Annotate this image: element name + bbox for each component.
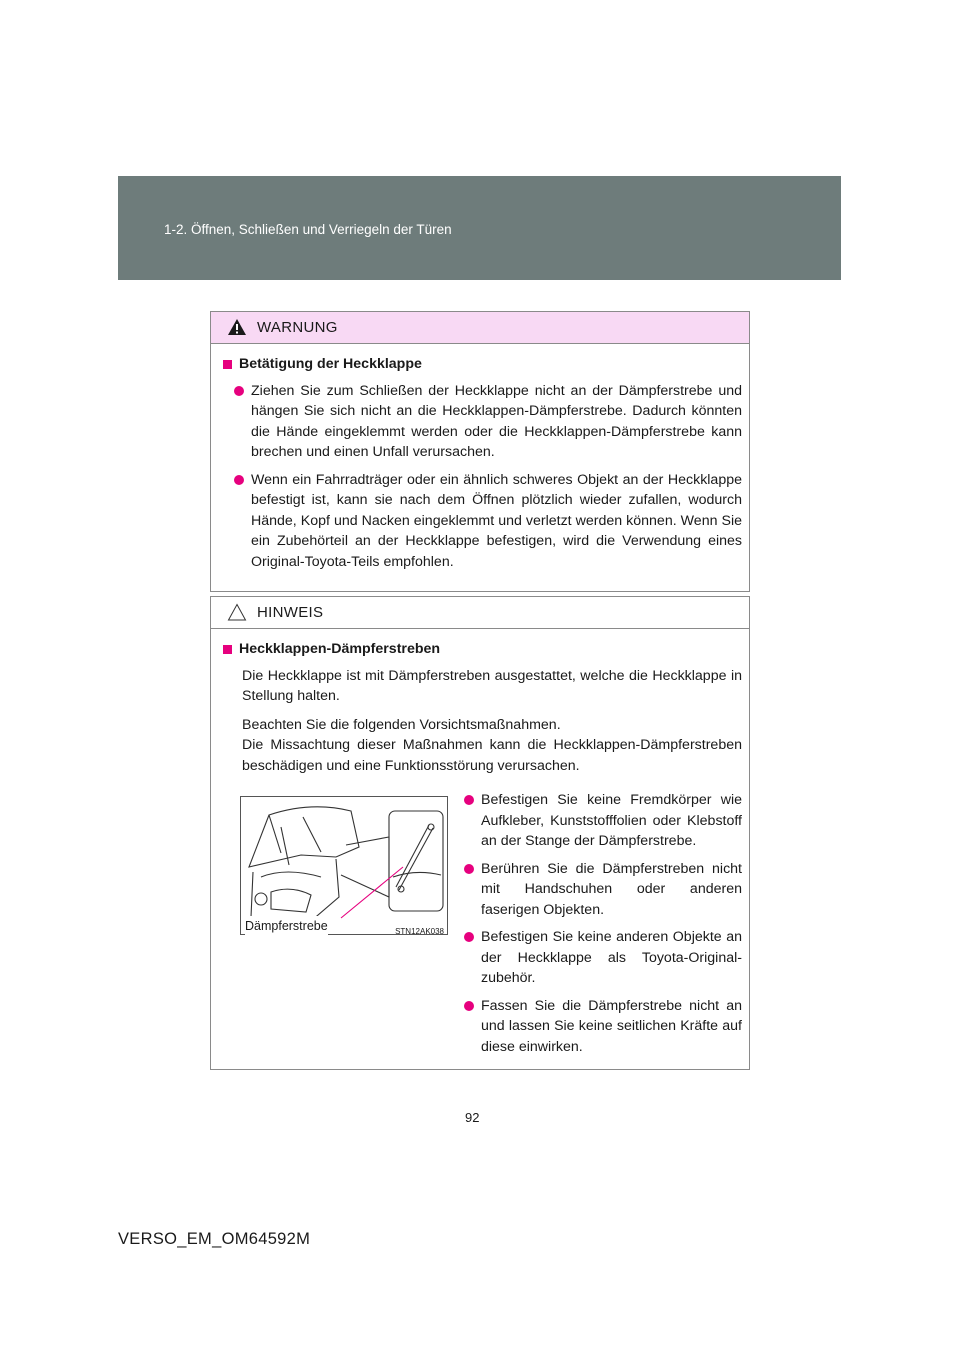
notice-bullet (464, 996, 742, 1058)
circle-bullet-icon (464, 932, 474, 942)
notice-bullet-text: Befestigen Sie keine anderen Objekte an der Heckklappe als Toyota-Original-zubehör. (481, 929, 742, 986)
square-bullet-icon (223, 645, 232, 654)
notice-triangle-icon (227, 603, 247, 621)
notice-bullet-text: Befestigen Sie keine Fremdkörper wie Aufkleber, Kunststofffolien oder Klebstoff an der Stange der Dämpferstrebe. (481, 792, 742, 849)
page-number: 92 (465, 1110, 480, 1125)
notice-title: HINWEIS (257, 604, 324, 621)
warning-bullet-text: Wenn ein Fahrradträger oder ein ähnlich schweres Objekt an der Heckklappe befestigt ist, kann sie nach dem Öffnen plötzlich wieder zufallen, wodurch Hände, Kopf und Nacken eingeklemmt und verletzt werden können. Wenn Sie ein Zubehörteil an der Heckklappe befestigen, wird die Verwendung eines Original-Toyota-Teils empfohlen. (251, 471, 742, 570)
circle-bullet-icon (464, 1001, 474, 1011)
tailgate-strut-drawing (241, 797, 447, 934)
notice-bullet-text: Berühren Sie die Dämpferstreben nicht mit Handschuhen oder anderen faserigen Objekten. (481, 860, 742, 918)
damper-strut-illustration (240, 796, 448, 935)
circle-bullet-icon (464, 795, 474, 805)
notice-header (211, 597, 749, 629)
warning-title: WARNUNG (257, 319, 338, 336)
damper-strut-label: Dämpferstrebe (245, 916, 328, 937)
notice-section-title (223, 639, 742, 660)
square-bullet-icon (223, 360, 232, 369)
notice-section-title-text: Heckklappen-Dämpferstreben (239, 641, 441, 657)
warning-body (211, 344, 749, 591)
notice-box (210, 596, 750, 1070)
warning-section-title (223, 354, 742, 375)
warning-bullet-text: Ziehen Sie zum Schließen der Heckklappe nicht an der Dämpferstrebe und hängen Sie sich nicht an die Heckklappen-Dämpferstrebe. Dadurch könnten die Hände eingeklemmt werden oder die Heckklappen-Dämpferstrebe kann brechen und einen Unfall verursachen. (251, 382, 742, 460)
warning-section-title-text: Betätigung der Heckklappe (239, 356, 422, 372)
notice-paragraph: Die Heckklappe ist mit Dämpferstreben ausgestattet, welche die Heckklappe in Stellung halten. (242, 667, 742, 704)
circle-bullet-icon (234, 386, 244, 396)
notice-bullet-list (464, 790, 742, 1057)
warning-header (211, 312, 749, 344)
notice-precautions-warning: Die Missachtung dieser Maßnahmen kann die Heckklappen-Dämpferstreben beschädigen und eine Funktionsstörung verursachen. (242, 737, 742, 774)
document-code: VERSO_EM_OM64592M (118, 1230, 311, 1248)
notice-precautions-intro: Beachten Sie die folgenden Vorsichtsmaßnahmen. (242, 716, 561, 733)
notice-bullet (464, 859, 742, 921)
circle-bullet-icon (464, 864, 474, 874)
warning-box (210, 311, 750, 592)
warning-bullet (234, 381, 742, 463)
circle-bullet-icon (234, 475, 244, 485)
notice-bullet (464, 927, 742, 989)
notice-bullet (464, 790, 742, 852)
notice-two-column (223, 790, 742, 1057)
warning-triangle-icon (227, 318, 247, 336)
notice-paragraph (242, 715, 742, 777)
header-band (118, 176, 841, 280)
illustration-code: STN12AK038 (395, 927, 444, 936)
warning-bullet (234, 470, 742, 573)
notice-bullet-text: Fassen Sie die Dämpferstrebe nicht an und lassen Sie keine seitlichen Kräfte auf diese einwirken. (481, 997, 742, 1055)
section-header: 1-2. Öffnen, Schließen und Verriegeln der Türen (164, 222, 452, 237)
notice-body (211, 629, 749, 1069)
